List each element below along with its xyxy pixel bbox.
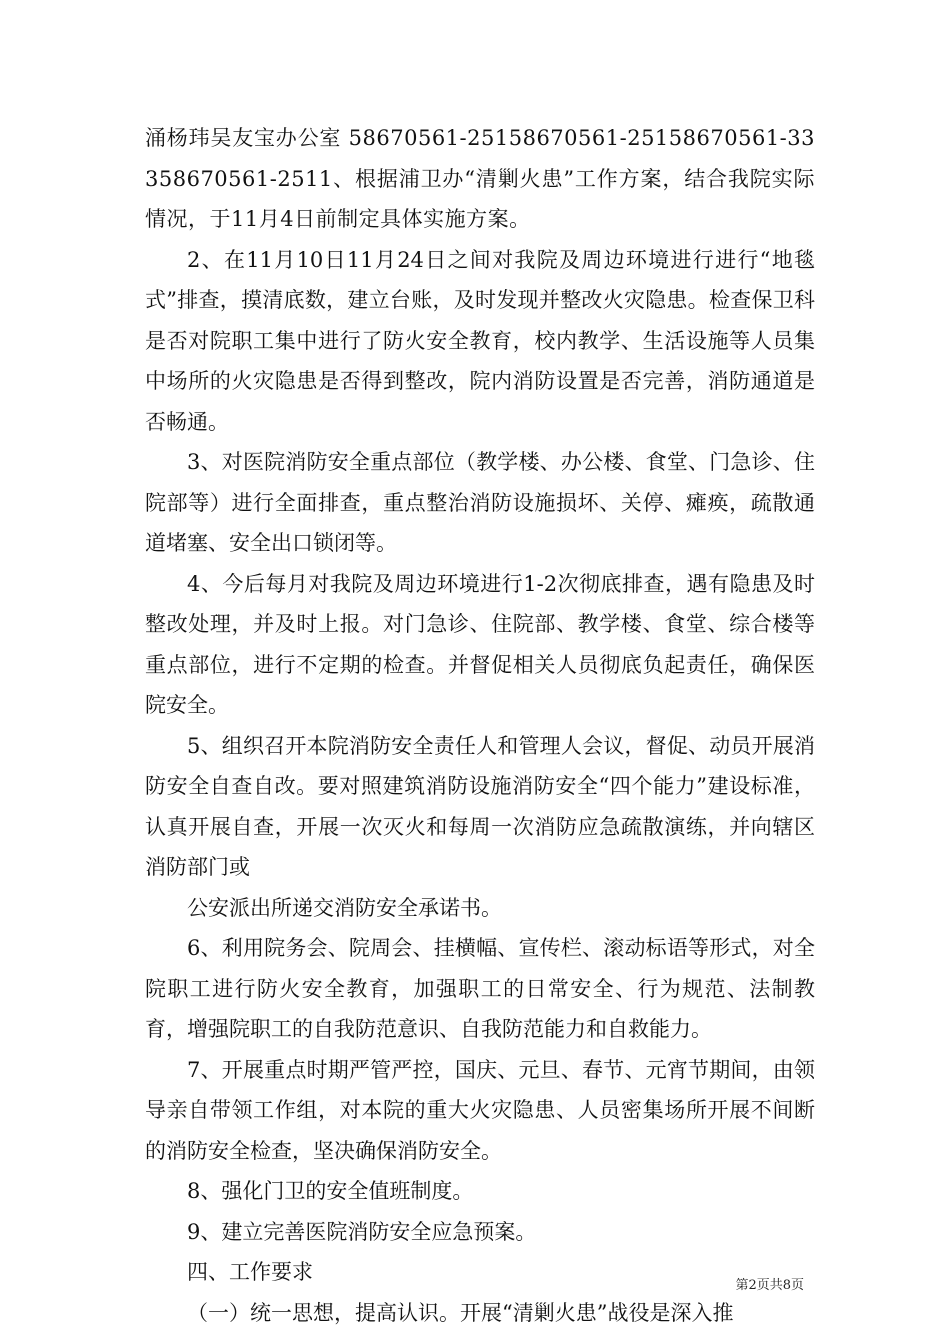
section-heading-work-requirements: 四、工作要求 bbox=[187, 1260, 313, 1284]
paragraph-requirement-1: （一）统一思想，提高认识。开展“清剿火患”战役是深入推 bbox=[187, 1300, 734, 1325]
paragraph-step-9: 9、建立完善医院消防安全应急预案。 bbox=[187, 1219, 537, 1244]
paragraph-step-7: 7、开展重点时期严管严控，国庆、元旦、春节、元宵节期间，由领导亲自带领工作组，对本院的重大火灾隐患、人员密集场所开展不间断的消防安全检查，坚决确保消防安全。 bbox=[145, 1057, 815, 1163]
paragraph-step-5: 5、组织召开本院消防安全责任人和管理人会议，督促、动员开展消防安全自查自改。要对照建筑消防设施消防安全“四个能力”建设标准，认真开展自查，开展一次灭火和每周一次消防应急疏散演练，并向辖区消防部门或 bbox=[145, 733, 815, 879]
paragraph-step-2: 2、在11月10日11月24日之间对我院及周边环境进行进行“地毯式”排查，摸清底数，建立台账，及时发现并整改火灾隐患。检查保卫科是否对院职工集中进行了防火安全教育，校内教学、生活设施等人员集中场所的火灾隐患是否得到整改，院内消防设置是否完善，消防通道是否畅通。 bbox=[145, 247, 815, 434]
paragraph-step-3: 3、对医院消防安全重点部位（教学楼、办公楼、食堂、门急诊、住院部等）进行全面排查，重点整治消防设施损坏、关停、瘫痪，疏散通道堵塞、安全出口锁闭等。 bbox=[145, 450, 815, 555]
paragraph-contacts-and-step-1: 涌杨玮吴友宝办公室 58670561-25158670561-25158670561-33358670561-2511、根据浦卫办“清剿火患”工作方案，结合我院实际情况，于11月4日前制定具体实施方案。 bbox=[145, 126, 815, 231]
paragraph-step-6: 6、利用院务会、院周会、挂横幅、宣传栏、滚动标语等形式，对全院职工进行防火安全教育，加强职工的日常安全、行为规范、法制教育，增强院职工的自我防范意识、自我防范能力和自救能力。 bbox=[145, 936, 815, 1041]
page-number-footer: 第2页共8页 bbox=[735, 1278, 804, 1293]
document-body bbox=[145, 118, 815, 1333]
paragraph-step-5-continued: 公安派出所递交消防安全承诺书。 bbox=[187, 895, 502, 920]
paragraph-step-8: 8、强化门卫的安全值班制度。 bbox=[187, 1179, 474, 1203]
paragraph-step-4: 4、今后每月对我院及周边环境进行1-2次彻底排查，遇有隐患及时整改处理，并及时上报。对门急诊、住院部、教学楼、食堂、综合楼等重点部位，进行不定期的检查。并督促相关人员彻底负起责任，确保医院安全。 bbox=[145, 571, 815, 717]
